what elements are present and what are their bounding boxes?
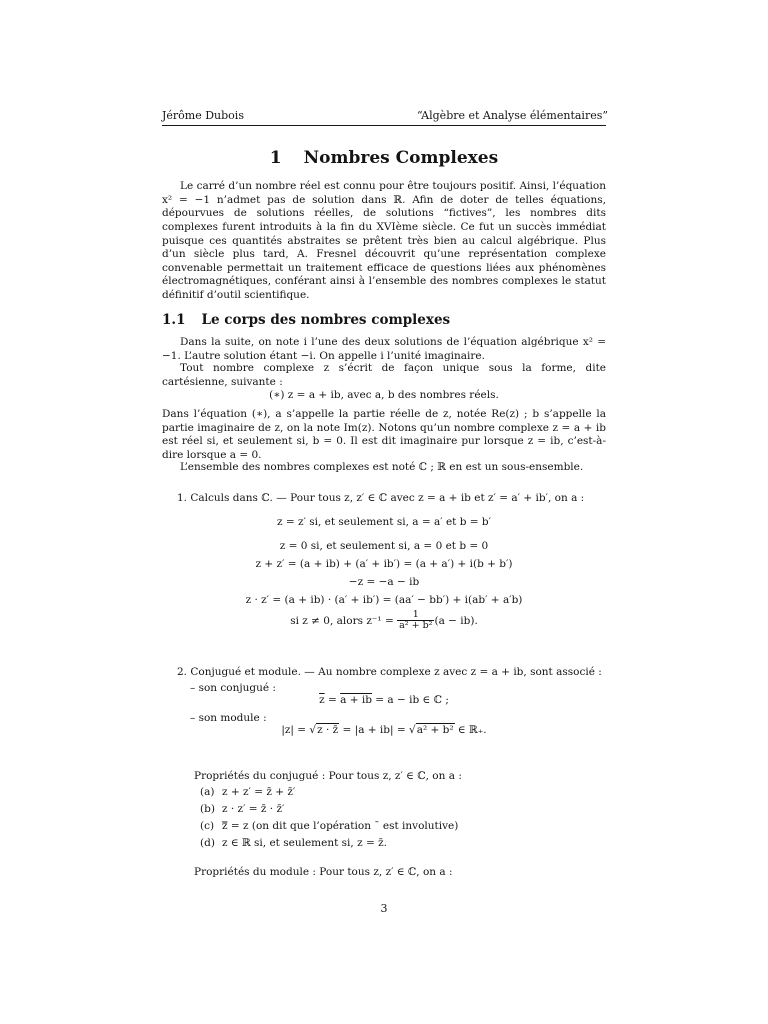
conjugate-properties-heading: Propriétés du conjugué : Pour tous z, z′ ∈ ℂ, on a : [194,770,462,782]
property-d [200,837,387,851]
item1-equation-3: z + z′ = (a + ib) + (a′ + ib′) = (a + a′) + i(b + b′) [255,558,513,570]
conj-eq-part-c: a + ib [340,694,372,706]
module-properties-heading: Propriétés du module : Pour tous z, z′ ∈ ℂ, on a : [194,866,453,878]
property-a-text: z + z′ = z̄ + z̄′ [222,786,296,798]
property-d-text: z ∈ ℝ si, et seulement si, z = z̄. [222,837,387,849]
section-number: 1 [269,148,282,168]
property-b-text: z · z′ = z̄ · z̄′ [222,803,285,815]
page-number: 3 [380,902,388,915]
mod-eq-part-c: = |a + ib| = √ [339,724,416,736]
paragraph-cartesian-form: Tout nombre complexe z s’écrit de façon unique sous la forme, dite cartésienne, suivante : [162,362,606,388]
item1-equation-4: −z = −a − ib [348,576,420,588]
property-c-label: (c) [200,820,215,832]
paragraph-imaginary-unit: Dans la suite, on note i l’une des deux solutions de l’équation algébrique x² = −1. L’autre solution étant −i. On appelle i l’unité imaginaire. [162,336,606,362]
property-c [200,820,458,834]
header-author: Jérôme Dubois [162,109,244,122]
property-b [200,803,284,817]
conjugate-equation [162,694,606,708]
conjugate-label: – son conjugué : [190,682,276,694]
item1-equation-5: z · z′ = (a + ib) · (a′ + ib′) = (aa′ − bb′) + i(ab′ + a′b) [245,594,523,606]
property-d-label: (d) [200,837,215,849]
item1-heading: 1. Calculs dans ℂ. — Pour tous z, z′ ∈ ℂ avec z = a + ib et z′ = a′ + ib′, on a : [177,492,585,504]
conj-eq-part-a: $\overline{z}$ [319,694,325,706]
item1-equation-2: z = 0 si, et seulement si, a = 0 et b = 0 [279,540,489,552]
mod-eq-part-a: |z| = √ [281,724,317,736]
module-equation [162,724,606,738]
subsection-title-text: Le corps des nombres complexes [201,312,451,328]
conj-eq-part-b: = [324,694,341,706]
paragraph-complex-set: L’ensemble des nombres complexes est noté ℂ ; ℝ en est un sous-ensemble. [180,461,584,473]
intro-paragraph: Le carré d’un nombre réel est connu pour être toujours positif. Ainsi, l’équation x² = −1 n’admet pas de solution dans ℝ. Afin de doter de telles équations, dépourvues de solutions réelles, de solutions “fictives”, les nombres dits complexes furent introduits à la fin du XVIème siècle. Ce fut un succès immédiat puisque ces quantités abstraites se prêtent très bien au calcul algébrique. Plus d’un siècle plus tard, A. Fresnel découvrit qu’une représentation complexe convenable permettait un traitement efficace de questions liées aux phénomènes électromagnétiques, conférant ainsi à l’ensemble des nombres complexes le statut définitif d’outil scientifique. [162,180,606,302]
paragraph-real-imag-parts: Dans l’équation (∗), a s’appelle la partie réelle de z, notée Re(z) ; b s’appelle la partie imaginaire de z, on la note Im(z). Notons qu’un nombre complexe z = a + ib est réel si, et seulement si, b = 0. Il est dit imaginaire pur lorsque z = ib, c’est-à-dire lorsque a = 0. [162,408,606,461]
item1-eq6-fraction [397,610,434,632]
mod-eq-part-d: a² + b² [416,724,454,736]
item2-heading: 2. Conjugué et module. — Au nombre complexe z avec z = a + ib, sont associé : [177,666,602,678]
item1-eq6-denominator: a² + b² [399,620,433,632]
property-b-label: (b) [200,803,215,815]
property-c-text: z̿ = z (on dit que l’opération ¯ est involutive) [222,820,459,832]
item1-eq6-prefix: si z ≠ 0, alors z⁻¹ = [290,614,394,627]
property-a [200,786,295,800]
section-title-text: Nombres Complexes [303,148,499,168]
module-label: – son module : [190,712,267,724]
item1-eq6-numerator: 1 [397,610,434,621]
header-book-title: “Algèbre et Analyse élémentaires” [416,109,608,122]
equation-star: (∗) z = a + ib, avec a, b des nombres réels. [269,389,499,401]
item1-eq6-suffix: (a − ib). [434,614,478,627]
property-a-label: (a) [200,786,215,798]
item1-equation-1: z = z′ si, et seulement si, a = a′ et b = b′ [276,516,492,528]
mod-eq-part-b: z · z̄ [317,724,339,736]
conj-eq-part-d: = a − ib ∈ ℂ ; [371,694,449,706]
header-rule [162,125,606,126]
mod-eq-part-e: ∈ ℝ₊. [454,724,487,736]
subsection-title [162,312,450,330]
section-title [162,147,606,169]
subsection-number: 1.1 [162,312,186,328]
item1-equation-6 [162,610,606,632]
